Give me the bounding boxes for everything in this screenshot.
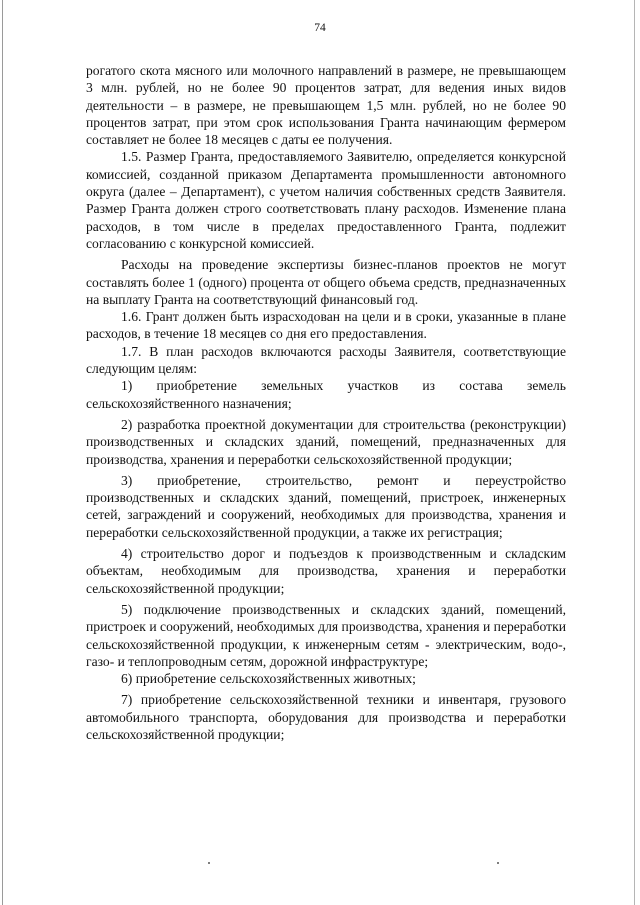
paragraph-expertise-expenses: Расходы на проведение экспертизы бизнес-планов проектов не могут составлять более 1 (одного) процента от общего объема средств, предназначенных на выплату Гранта на соответствующий финансовый год. bbox=[86, 257, 566, 307]
scan-speck bbox=[497, 862, 499, 864]
list-item-6: 6) приобретение сельскохозяйственных животных; bbox=[121, 671, 416, 687]
list-item-2: 2) разработка проектной документации для строительства (реконструкции) производственных и складских зданий, помещений, предназначенных для производства, хранения и переработки сельскохозяйственной продукции; bbox=[86, 416, 566, 467]
list-item-5: 5) подключение производственных и складских зданий, помещений, пристроек и сооружений, необходимых для производства, хранения и переработки сельскохозяйственной продукции, к инженерным сетям - электрическим, водо-, газо- и теплопроводным сетям, дорожной инфраструктуре; bbox=[86, 601, 566, 669]
scan-speck bbox=[208, 862, 210, 864]
paragraph-1-6-grant-spending: 1.6. Грант должен быть израсходован на цели и в сроки, указанные в плане расходов, в течение 18 месяцев со дня его предоставления. bbox=[86, 309, 566, 342]
scan-edge-left bbox=[2, 0, 3, 905]
paragraph-continuation: рогатого скота мясного или молочного направлений в размере, не превышающем 3 млн. рублей, но не более 90 процентов затрат, для ведения иных видов деятельности – в размере, не превышающем 1,5 млн. рублей, но не более 90 процентов затрат, при этом срок использования Гранта начинающим фермером составляет не более 18 месяцев с даты ее получения. bbox=[86, 63, 566, 148]
paragraph-1-7-expense-plan: 1.7. В план расходов включаются расходы Заявителя, соответствующие следующим целям: bbox=[86, 343, 566, 377]
list-item-3: 3) приобретение, строительство, ремонт и переустройство производственных и складских зданий, помещений, пристроек, инженерных сетей, заграждений и сооружений, необходимых для производства, хранения и переработки сельскохозяйственной продукции, а также их регистрация; bbox=[86, 472, 566, 540]
page-number: 74 bbox=[314, 22, 326, 34]
list-item-1: 1) приобретение земельных участков из состава земель сельскохозяйственного назначения; bbox=[86, 378, 566, 411]
scan-edge-right bbox=[634, 0, 635, 905]
list-item-4: 4) строительство дорог и подъездов к производственным и складским объектам, необходимым для производства, хранения и переработки сельскохозяйственной продукции; bbox=[86, 546, 566, 596]
paragraph-1-5-grant-size: 1.5. Размер Гранта, предоставляемого Заявителю, определяется конкурсной комиссией, созданной приказом Департамента промышленности автономного округа (далее – Департамент), с учетом наличия собственных средств Заявителя. Размер Гранта должен строго соответствовать плану расходов. Изменение плана расходов, в том числе в пределах предоставленного Гранта, подлежит согласованию с конкурсной комиссией. bbox=[86, 149, 566, 251]
list-item-7: 7) приобретение сельскохозяйственной техники и инвентаря, грузового автомобильного транспорта, оборудования для производства и переработки сельскохозяйственной продукции; bbox=[86, 692, 566, 742]
document-body bbox=[86, 62, 566, 743]
